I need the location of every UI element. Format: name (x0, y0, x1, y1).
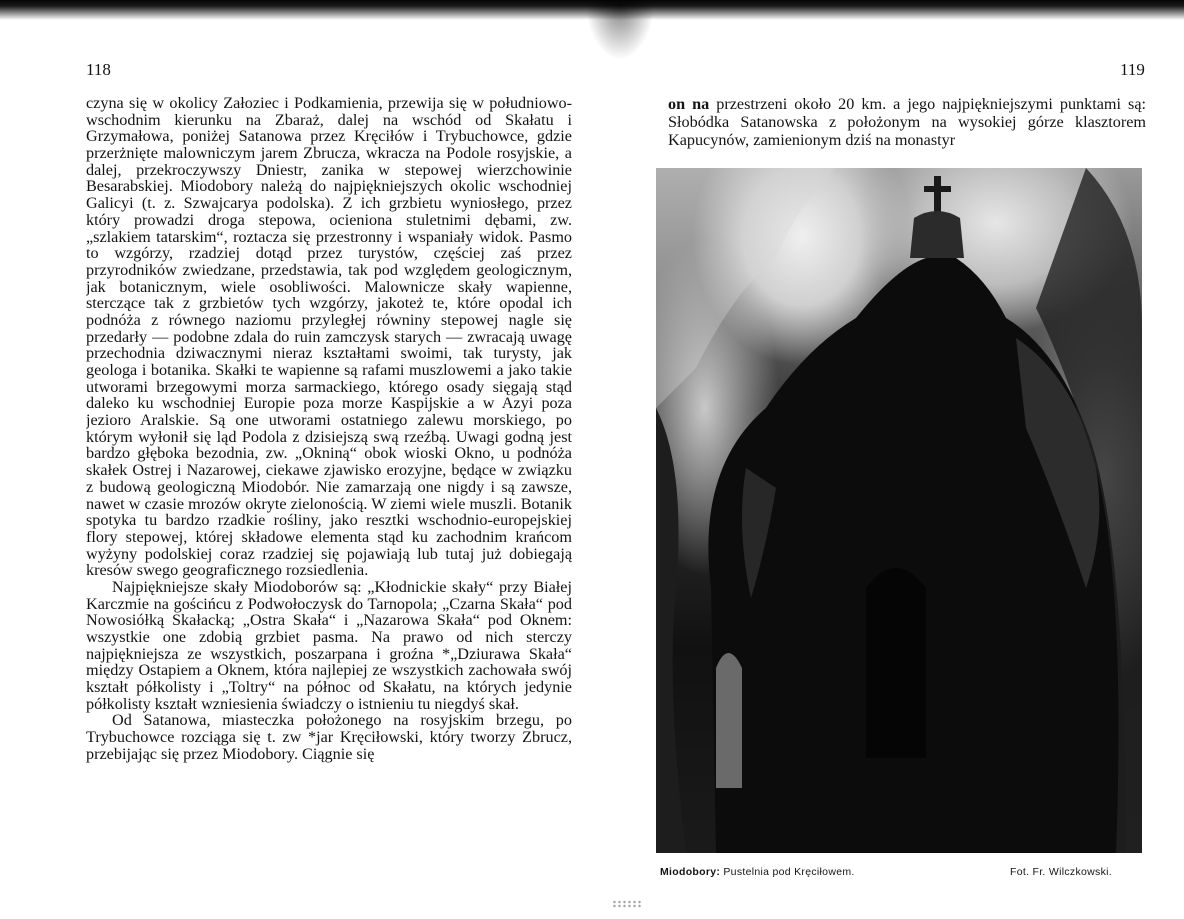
gutter-shadow (585, 0, 655, 60)
gutter-speckle (612, 900, 642, 908)
hermitage-silhouette (656, 168, 1142, 853)
photograph-hermitage (656, 168, 1142, 853)
right-paragraph: przestrzeni około 20 km. a jego najpiękniejszymi punktami są: Słobódka Satanowska z położonym na wysokiej górze klasztorem Kapucynów, zamienionym dziś na monastyr (668, 95, 1146, 149)
left-paragraph-1: czyna się w okolicy Załoziec i Podkamienia, przewija się w południowo-wschodnim kierunku na Zbaraż, dalej na wschód od Skałatu i Grzymałowa, poniżej Satanowa przez Kręciłów i Trybuchowce, gdzie przerżnięte malowniczym jarem Zbrucza, wkracza na Podole rosyjskie, a dalej, przekroczywszy Dniestr, zanika w stepowej wierzchowinie Besarabskiej. Miodobory należą do najpiękniejszych okolic wschodniej Galicyi (t. z. Szwajcarya podolska). Z ich grzbietu wyniosłego, przez który prowadzi droga stepowa, ocieniona stuletnimi dębami, zw. „szlakiem tatarskim“, roztacza się przestronny i wspaniały widok. Pasmo to wzgórzy, rzadziej dotąd przez turystów, częściej zaś przez przyrodników zwiedzane, przedstawia, tak pod względem geologicznym, jak botanicznym, wiele osobliwości. Malownicze skały wapienne, sterczące tak z grzbietów tych wzgórzy, jakoteż te, które opodal ich podnóża z równego naziomu przyległej równiny stepowej nagle się przedarły — podobne zdala do ruin zamczysk starych — zwracają uwagę przechodnia dziwacznymi nieraz kształtami swoimi, tak turysty, jak geologa i botanika. Skałki te wapienne są rafami muszlowemi a jako takie utworami brzegowymi morza sarmackiego, którego osady sięgają stąd daleko ku wschodniej Europie poza morze Kaspijskie a w Azyi poza jezioro Aralskie. Są one utworami ostatniego zalewu morskiego, po którym wyłonił się ląd Podola z dzisiejszą swą rzeźbą. Uwagi godną jest bardzo głęboka bezodnia, zw. „Okniną“ obok wioski Okno, u podnóża skałek Ostrej i Nazarowej, ciekawe zjawisko erozyjne, będące w związku z budową geologiczną Miodobór. Nie zamarzają one nigdy i są zawsze, nawet w czasie mrozów okryte zielonością. W ziemi wiele muszli. Botanik spotyka tu bardzo rzadkie rośliny, jako resztki wschodnio-europejskiej flory stepowej, której składowe elementa stąd ku zachodnim krańcom wyżyny podolskiej coraz rzadziej się pojawiają lub tutaj już dobiegają kresów swego geograficznego rozsiedlenia. (86, 95, 572, 580)
caption-text: Pustelnia pod Kręciłowem. (723, 866, 855, 878)
caption-place: Miodobory: (660, 866, 721, 878)
photo-credit: Fot. Fr. Wilczkowski. (1010, 866, 1112, 878)
right-page-number: 119 (1120, 60, 1145, 79)
left-paragraph-3: Od Satanowa, miasteczka położonego na rosyjskim brzegu, po Trybuchowce rozciąga się t. zw *jar Kręciłowski, który tworzy Zbrucz, przebijając się przez Miodobory. Ciągnie się (86, 711, 572, 763)
left-paragraph-2: Najpiękniejsze skały Miodoborów są: „Kłodnickie skały“ przy Białej Karczmie na gościńcu z Podwołoczysk do Tarnopola; „Czarna Skała“ pod Nowosiółką Skałacką; „Ostra Skała“ i „Nazarowa Skała“ pod Oknem: wszystkie one zdobią grzbiet pasma. Na prawo od nich sterczy najpiękniejsza ze wszystkich, poszarpana i groźna *„Dziurawa Skała“ między Ostapiem a Oknem, która najlepiej ze wszystkich zachowała swój kształt półkolisty i „Toltry“ na północ od Skałatu, na których jedynie półkolisty kształt wzniesienia świadczy o istnieniu tu niegdyś skał. (86, 577, 572, 713)
right-lead-fragment: on na (668, 95, 710, 113)
right-page-body (668, 96, 1146, 149)
left-page-body (86, 95, 572, 895)
photo-caption (660, 866, 855, 878)
left-page-number: 118 (86, 60, 111, 79)
